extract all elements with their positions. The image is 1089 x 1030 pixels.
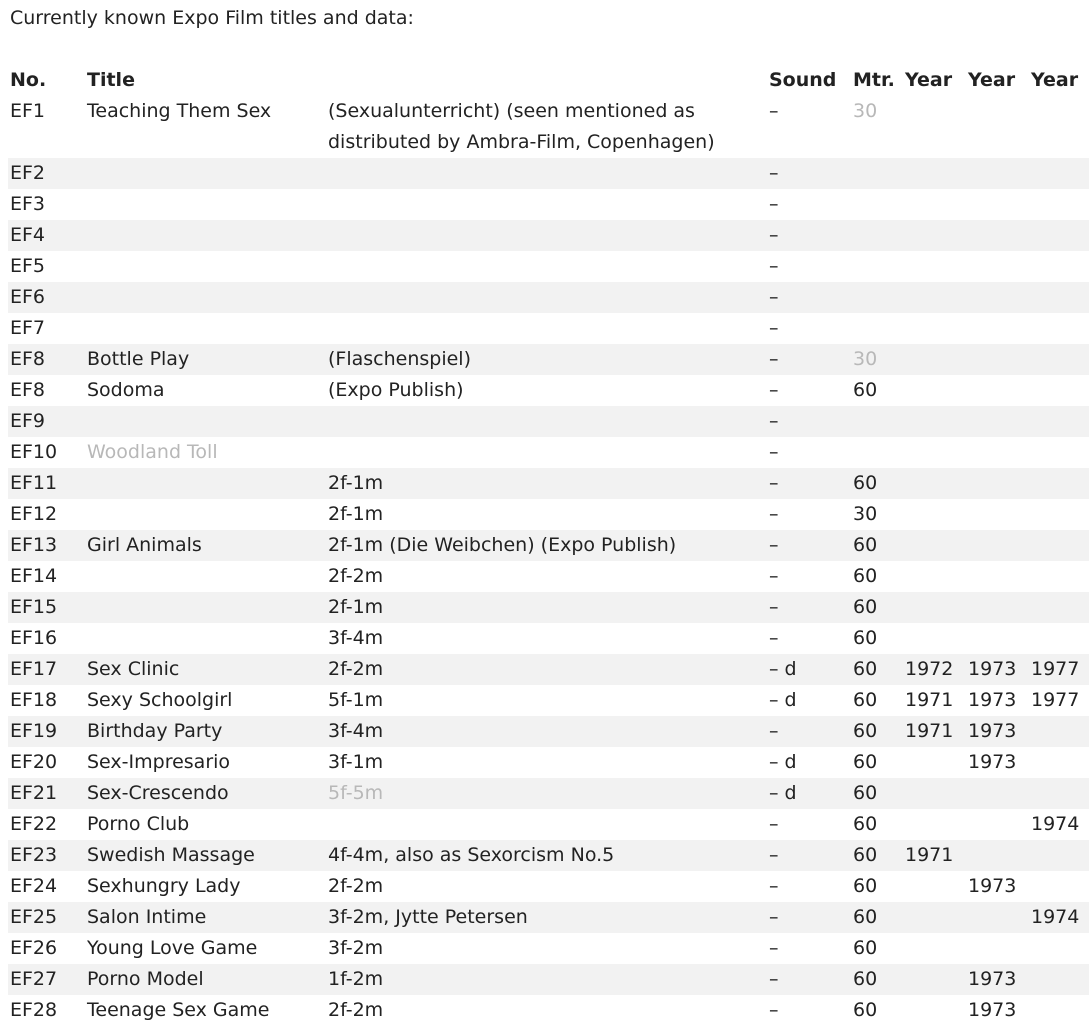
cell-notes: 2f-2m <box>328 565 384 587</box>
cell-notes: 3f-4m <box>328 627 384 649</box>
cell-year <box>966 499 1029 530</box>
cell-title <box>85 158 326 189</box>
cell-mtr: 30 <box>853 100 878 122</box>
cell-year <box>966 468 1029 499</box>
table-row <box>8 933 1089 964</box>
cell-sound: – <box>767 964 851 995</box>
intro-text: Currently known Expo Film titles and data: <box>10 7 414 29</box>
cell-title <box>85 623 326 654</box>
cell-sound: – <box>769 503 779 525</box>
cell-mtr: 60 <box>853 937 878 959</box>
cell-year <box>1029 623 1089 654</box>
cell-no: EF8 <box>10 379 46 401</box>
cell-year: 1973 <box>968 689 1017 711</box>
cell-notes: 2f-1m <box>326 592 767 623</box>
cell-year <box>1029 530 1089 561</box>
cell-year <box>903 344 966 375</box>
cell-title <box>85 189 326 220</box>
cell-mtr: 30 <box>853 503 878 525</box>
cell-notes <box>326 809 767 840</box>
table-header-row <box>8 65 1089 96</box>
cell-notes: 5f-5m <box>326 778 767 809</box>
cell-sound: – <box>769 255 779 277</box>
cell-title: Sodoma <box>87 379 165 401</box>
cell-year <box>1029 313 1089 344</box>
cell-no: EF26 <box>10 937 58 959</box>
table-row <box>8 158 1089 189</box>
table-row <box>8 716 1089 747</box>
cell-year <box>1029 747 1089 778</box>
cell-year <box>903 964 966 995</box>
cell-sound: – <box>769 999 779 1021</box>
cell-year <box>966 375 1029 406</box>
cell-year: 1977 <box>1029 654 1089 685</box>
cell-no: EF5 <box>10 255 46 277</box>
cell-title: Birthday Party <box>85 716 326 747</box>
cell-year <box>1029 716 1089 747</box>
cell-no: EF23 <box>8 840 85 871</box>
cell-year: 1974 <box>1029 902 1089 933</box>
cell-year <box>966 189 1029 220</box>
cell-no: EF27 <box>8 964 85 995</box>
cell-no: EF6 <box>8 282 85 313</box>
table-row <box>8 964 1089 995</box>
cell-year <box>966 561 1029 592</box>
cell-year <box>903 468 966 499</box>
cell-year <box>903 871 966 902</box>
cell-year <box>903 437 966 468</box>
cell-no: EF4 <box>8 220 85 251</box>
cell-year <box>903 158 966 189</box>
table-row <box>8 902 1089 933</box>
cell-sound: – d <box>767 654 851 685</box>
cell-year <box>1029 964 1089 995</box>
cell-year <box>903 96 966 158</box>
cell-year: 1973 <box>966 716 1029 747</box>
header-year: Year <box>905 69 953 91</box>
cell-year <box>1029 282 1089 313</box>
table-row <box>8 840 1089 871</box>
cell-year <box>903 530 966 561</box>
cell-year <box>903 189 966 220</box>
cell-sound: – <box>769 193 779 215</box>
cell-year <box>966 809 1029 840</box>
cell-year <box>1029 375 1089 406</box>
cell-year <box>1029 406 1089 437</box>
cell-no: EF3 <box>10 193 46 215</box>
cell-title: Sex-Crescendo <box>85 778 326 809</box>
cell-sound: – <box>767 840 851 871</box>
cell-year <box>903 933 966 964</box>
cell-year <box>903 561 966 592</box>
cell-mtr: 60 <box>851 964 903 995</box>
cell-year <box>903 220 966 251</box>
table-row <box>8 96 1089 158</box>
cell-sound: – <box>769 441 779 463</box>
table-row <box>8 623 1089 654</box>
cell-sound: – <box>769 875 779 897</box>
cell-mtr: 60 <box>851 902 903 933</box>
cell-year: 1974 <box>1031 813 1080 835</box>
cell-title: Sexhungry Lady <box>87 875 241 897</box>
cell-mtr: 60 <box>851 530 903 561</box>
table-row <box>8 654 1089 685</box>
cell-year <box>966 530 1029 561</box>
cell-year <box>966 902 1029 933</box>
cell-title <box>85 406 326 437</box>
cell-year <box>903 282 966 313</box>
cell-sound: – <box>767 344 851 375</box>
cell-mtr: 60 <box>853 627 878 649</box>
cell-mtr <box>851 251 903 282</box>
cell-year <box>903 499 966 530</box>
header-no: No. <box>10 69 47 91</box>
cell-sound: – d <box>769 689 797 711</box>
table-row <box>8 747 1089 778</box>
cell-mtr: 60 <box>853 565 878 587</box>
cell-mtr: 60 <box>851 778 903 809</box>
cell-mtr: 60 <box>851 716 903 747</box>
table-row <box>8 251 1089 282</box>
table-row <box>8 437 1089 468</box>
cell-notes: 1f-2m <box>326 964 767 995</box>
cell-no: EF10 <box>10 441 58 463</box>
table-row <box>8 468 1089 499</box>
cell-year <box>966 96 1029 158</box>
cell-year <box>1029 871 1089 902</box>
table-row <box>8 561 1089 592</box>
cell-sound: – <box>769 317 779 339</box>
cell-title: Salon Intime <box>85 902 326 933</box>
cell-title: Porno Club <box>87 813 190 835</box>
cell-notes: 2f-1m <box>326 468 767 499</box>
cell-notes <box>326 313 767 344</box>
cell-title: Sexy Schoolgirl <box>87 689 233 711</box>
cell-year <box>966 282 1029 313</box>
cell-title: Girl Animals <box>85 530 326 561</box>
cell-sound: – d <box>769 751 797 773</box>
cell-year <box>903 406 966 437</box>
cell-mtr: 60 <box>853 751 878 773</box>
cell-notes <box>326 406 767 437</box>
cell-notes: 2f-1m (Die Weibchen) (Expo Publish) <box>326 530 767 561</box>
table-row <box>8 189 1089 220</box>
cell-notes <box>326 251 767 282</box>
cell-mtr <box>851 220 903 251</box>
cell-year <box>1029 499 1089 530</box>
cell-year <box>966 840 1029 871</box>
cell-title: Sex-Impresario <box>87 751 231 773</box>
cell-mtr <box>851 158 903 189</box>
cell-notes: 3f-2m <box>328 937 384 959</box>
cell-no: EF2 <box>8 158 85 189</box>
cell-year <box>1029 437 1089 468</box>
cell-title <box>85 468 326 499</box>
cell-title <box>85 313 326 344</box>
cell-no: EF21 <box>8 778 85 809</box>
cell-year <box>1029 251 1089 282</box>
cell-mtr: 60 <box>851 592 903 623</box>
cell-mtr: 60 <box>853 999 878 1021</box>
cell-year <box>966 251 1029 282</box>
table-row <box>8 406 1089 437</box>
cell-sound: – <box>767 468 851 499</box>
cell-title: Young Love Game <box>87 937 258 959</box>
cell-title: Sex Clinic <box>85 654 326 685</box>
cell-mtr: 60 <box>853 379 878 401</box>
cell-year <box>1029 933 1089 964</box>
cell-mtr <box>851 406 903 437</box>
table-row <box>8 995 1089 1026</box>
cell-year: 1973 <box>968 751 1017 773</box>
cell-year <box>1029 592 1089 623</box>
cell-mtr <box>851 313 903 344</box>
cell-notes: 4f-4m, also as Sexorcism No.5 <box>326 840 767 871</box>
cell-year: 1977 <box>1031 689 1080 711</box>
cell-sound: – <box>769 937 779 959</box>
cell-year <box>966 437 1029 468</box>
header-notes <box>326 65 767 96</box>
cell-notes: (Flaschenspiel) <box>326 344 767 375</box>
cell-year <box>903 747 966 778</box>
header-sound: Sound <box>769 69 837 91</box>
cell-sound: – <box>767 406 851 437</box>
cell-sound: – <box>767 716 851 747</box>
cell-mtr: 60 <box>853 813 878 835</box>
cell-notes: 2f-2m <box>326 654 767 685</box>
cell-year <box>1029 995 1089 1026</box>
cell-no: EF8 <box>8 344 85 375</box>
cell-notes <box>326 282 767 313</box>
header-year: Year <box>1031 69 1079 91</box>
cell-notes: 2f-2m <box>328 999 384 1021</box>
table-row <box>8 685 1089 716</box>
header-title: Title <box>87 69 135 91</box>
cell-year <box>1029 220 1089 251</box>
cell-no: EF17 <box>8 654 85 685</box>
cell-mtr: 60 <box>853 875 878 897</box>
cell-year <box>1029 561 1089 592</box>
cell-no: EF24 <box>10 875 58 897</box>
cell-mtr: 60 <box>851 840 903 871</box>
cell-year: 1971 <box>903 716 966 747</box>
cell-mtr: 60 <box>851 468 903 499</box>
cell-title <box>85 251 326 282</box>
header-year: Year <box>968 69 1016 91</box>
cell-title <box>85 592 326 623</box>
cell-title <box>85 282 326 313</box>
cell-no: EF11 <box>8 468 85 499</box>
cell-year: 1972 <box>903 654 966 685</box>
cell-no: EF9 <box>8 406 85 437</box>
header-mtr: Mtr. <box>853 69 895 91</box>
cell-year <box>903 809 966 840</box>
table-row <box>8 809 1089 840</box>
cell-sound: – <box>769 100 779 122</box>
cell-year <box>903 995 966 1026</box>
cell-title: Porno Model <box>85 964 326 995</box>
cell-year <box>966 220 1029 251</box>
cell-notes: (Sexualunterricht) (seen mentioned as distributed by Ambra-Film, Copenhagen) <box>328 100 715 153</box>
cell-title <box>85 499 326 530</box>
cell-year: 1973 <box>966 964 1029 995</box>
cell-year: 1971 <box>905 689 954 711</box>
table-body <box>8 96 1089 1026</box>
table-row <box>8 344 1089 375</box>
cell-notes: 3f-2m, Jytte Petersen <box>326 902 767 933</box>
cell-no: EF1 <box>10 100 46 122</box>
cell-no: EF19 <box>8 716 85 747</box>
cell-year <box>966 933 1029 964</box>
table-row <box>8 313 1089 344</box>
cell-year <box>966 406 1029 437</box>
cell-year <box>966 778 1029 809</box>
cell-no: EF14 <box>10 565 58 587</box>
cell-no: EF15 <box>8 592 85 623</box>
cell-title: Teaching Them Sex <box>87 100 272 122</box>
cell-no: EF25 <box>8 902 85 933</box>
cell-year <box>966 344 1029 375</box>
cell-notes: (Expo Publish) <box>328 379 464 401</box>
films-table <box>8 65 1089 1026</box>
cell-year: 1971 <box>903 840 966 871</box>
cell-year <box>1029 96 1089 158</box>
cell-year <box>903 313 966 344</box>
cell-sound: – <box>767 158 851 189</box>
cell-sound: – d <box>767 778 851 809</box>
cell-mtr: 60 <box>853 689 878 711</box>
cell-year <box>1029 468 1089 499</box>
table-row <box>8 499 1089 530</box>
cell-sound: – <box>769 813 779 835</box>
cell-year <box>1029 189 1089 220</box>
table-row <box>8 282 1089 313</box>
cell-year <box>903 902 966 933</box>
cell-year <box>903 592 966 623</box>
cell-year <box>1029 158 1089 189</box>
cell-title <box>85 220 326 251</box>
table-row <box>8 592 1089 623</box>
cell-year: 1973 <box>968 875 1017 897</box>
cell-notes: 5f-1m <box>328 689 384 711</box>
cell-no: EF20 <box>10 751 58 773</box>
table-row <box>8 220 1089 251</box>
cell-mtr: 30 <box>851 344 903 375</box>
cell-notes <box>326 220 767 251</box>
cell-sound: – <box>767 220 851 251</box>
cell-notes <box>326 437 767 468</box>
cell-year <box>903 623 966 654</box>
table-row <box>8 530 1089 561</box>
cell-title <box>85 561 326 592</box>
cell-year <box>1029 778 1089 809</box>
cell-notes <box>326 189 767 220</box>
cell-year <box>903 778 966 809</box>
cell-year <box>966 592 1029 623</box>
cell-year <box>966 158 1029 189</box>
cell-year <box>903 251 966 282</box>
cell-title: Woodland Toll <box>87 441 218 463</box>
cell-no: EF7 <box>10 317 46 339</box>
cell-sound: – <box>767 282 851 313</box>
cell-sound: – <box>767 530 851 561</box>
table-row <box>8 375 1089 406</box>
cell-mtr <box>851 437 903 468</box>
cell-year <box>903 375 966 406</box>
cell-notes: 2f-1m <box>328 503 384 525</box>
cell-title: Teenage Sex Game <box>87 999 270 1021</box>
cell-no: EF16 <box>10 627 58 649</box>
cell-mtr <box>851 189 903 220</box>
table-row <box>8 778 1089 809</box>
cell-mtr <box>851 282 903 313</box>
cell-no: EF13 <box>8 530 85 561</box>
cell-notes: 2f-2m <box>328 875 384 897</box>
cell-year <box>1029 344 1089 375</box>
cell-title: Bottle Play <box>85 344 326 375</box>
cell-sound: – <box>767 902 851 933</box>
table-row <box>8 871 1089 902</box>
cell-sound: – <box>767 592 851 623</box>
cell-notes: 3f-4m <box>326 716 767 747</box>
cell-no: EF12 <box>10 503 58 525</box>
cell-notes <box>326 158 767 189</box>
cell-title: Swedish Massage <box>85 840 326 871</box>
cell-year: 1973 <box>968 999 1017 1021</box>
cell-no: EF18 <box>10 689 58 711</box>
cell-year <box>966 313 1029 344</box>
cell-mtr: 60 <box>851 654 903 685</box>
cell-no: EF22 <box>10 813 58 835</box>
cell-year <box>966 623 1029 654</box>
cell-year <box>1029 840 1089 871</box>
cell-no: EF28 <box>10 999 58 1021</box>
cell-year: 1973 <box>966 654 1029 685</box>
cell-sound: – <box>769 379 779 401</box>
cell-sound: – <box>769 627 779 649</box>
cell-notes: 3f-1m <box>328 751 384 773</box>
cell-sound: – <box>769 565 779 587</box>
